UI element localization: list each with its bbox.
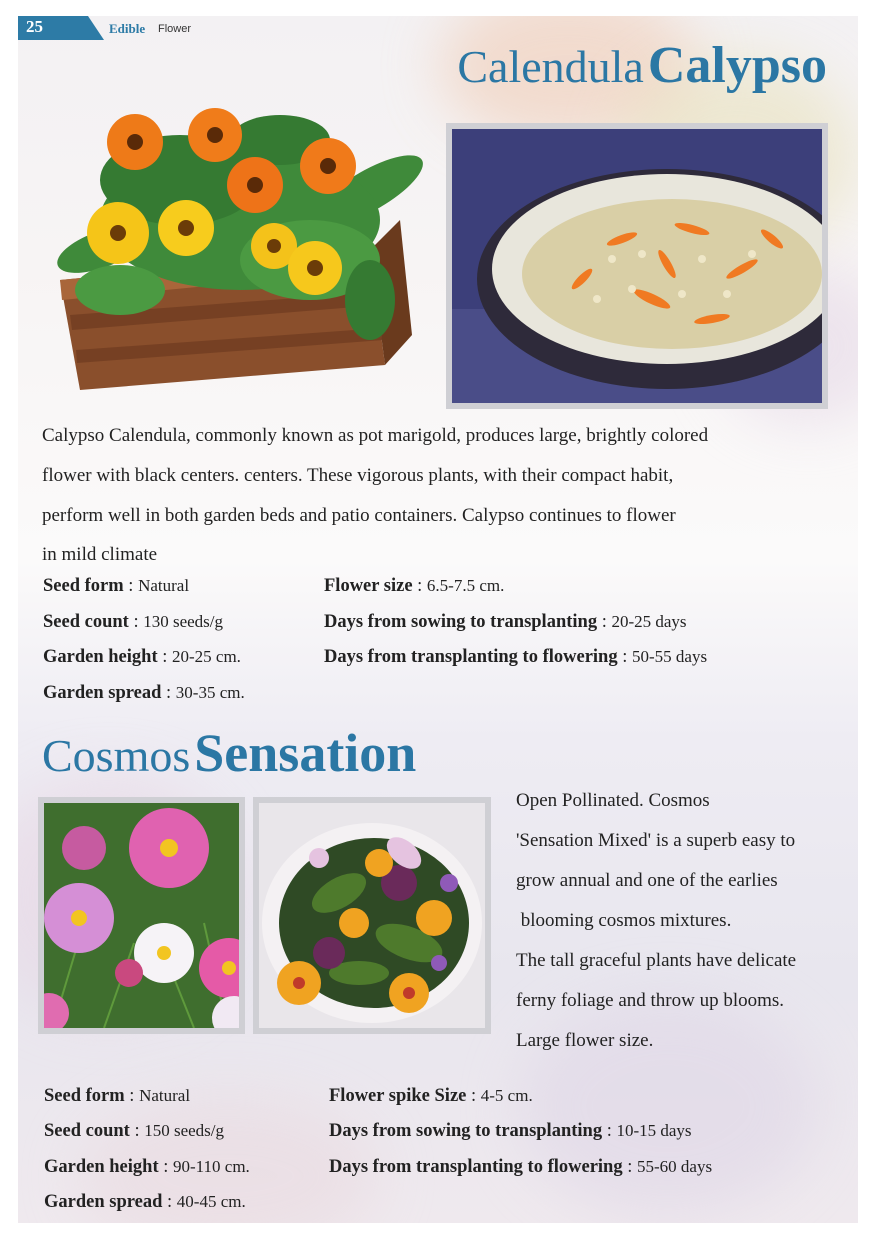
cosmos-spec-flower-spike-size: Flower spike Size : 4-5 cm.	[329, 1086, 533, 1106]
description-line: Calypso Calendula, commonly known as pot marigold, produces large, brightly colored	[42, 425, 709, 446]
cosmos-title	[42, 722, 416, 784]
calendula-title	[457, 36, 827, 95]
cosmos-spec-seed-form: Seed form : Natural	[44, 1086, 191, 1106]
cosmos-spec-days-flowering: Days from transplanting to flowering : 55-60 days	[329, 1157, 713, 1177]
description-line: perform well in both garden beds and patio containers. Calypso continues to flower	[42, 505, 676, 526]
description-line: The tall graceful plants have delicate	[516, 950, 797, 971]
cosmos-flower-photo	[38, 797, 245, 1034]
calendula-spec-garden-spread: Garden spread : 30-35 cm.	[43, 683, 245, 703]
subsection-label: Flower	[158, 23, 192, 35]
description-line: flower with black centers. centers. These vigorous plants, with their compact habit,	[42, 465, 674, 486]
calendula-spec-days-sowing: Days from sowing to transplanting : 20-25 days	[324, 612, 687, 632]
page-number: 25	[26, 17, 43, 36]
cosmos-spec-seed-count: Seed count : 150 seeds/g	[44, 1121, 225, 1141]
cosmos-title-bold: Sensation	[194, 723, 417, 783]
calendula-dish-photo	[446, 123, 828, 409]
description-line: 'Sensation Mixed' is a superb easy to	[516, 830, 796, 851]
calendula-planter-image	[40, 100, 440, 400]
section-label: Edible	[109, 21, 146, 36]
calendula-title-bold: Calypso	[647, 37, 827, 94]
description-line: Open Pollinated. Cosmos	[516, 790, 710, 811]
cosmos-title-light: Cosmos	[42, 730, 191, 781]
cosmos-salad-photo	[253, 797, 491, 1034]
calendula-description	[42, 416, 842, 566]
calendula-spec-days-flowering: Days from transplanting to flowering : 50-55 days	[324, 647, 708, 667]
calendula-title-light: Calendula	[457, 41, 644, 92]
cosmos-spec-garden-height: Garden height : 90-110 cm.	[44, 1157, 250, 1177]
description-line: blooming cosmos mixtures.	[516, 910, 732, 931]
calendula-spec-seed-form: Seed form : Natural	[43, 576, 190, 596]
calendula-spec-seed-count: Seed count : 130 seeds/g	[43, 612, 224, 632]
description-line: Large flower size.	[516, 1030, 654, 1051]
cosmos-spec-garden-spread: Garden spread : 40-45 cm.	[44, 1192, 246, 1212]
calendula-spec-flower-size: Flower size : 6.5-7.5 cm.	[324, 576, 505, 596]
description-line: grow annual and one of the earlies	[516, 870, 778, 891]
calendula-spec-garden-height: Garden height : 20-25 cm.	[43, 647, 241, 667]
cosmos-description	[516, 781, 856, 1061]
description-line: in mild climate	[42, 544, 158, 565]
description-line: ferny foliage and throw up blooms.	[516, 990, 785, 1011]
cosmos-spec-days-sowing: Days from sowing to transplanting : 10-15 days	[329, 1121, 692, 1141]
